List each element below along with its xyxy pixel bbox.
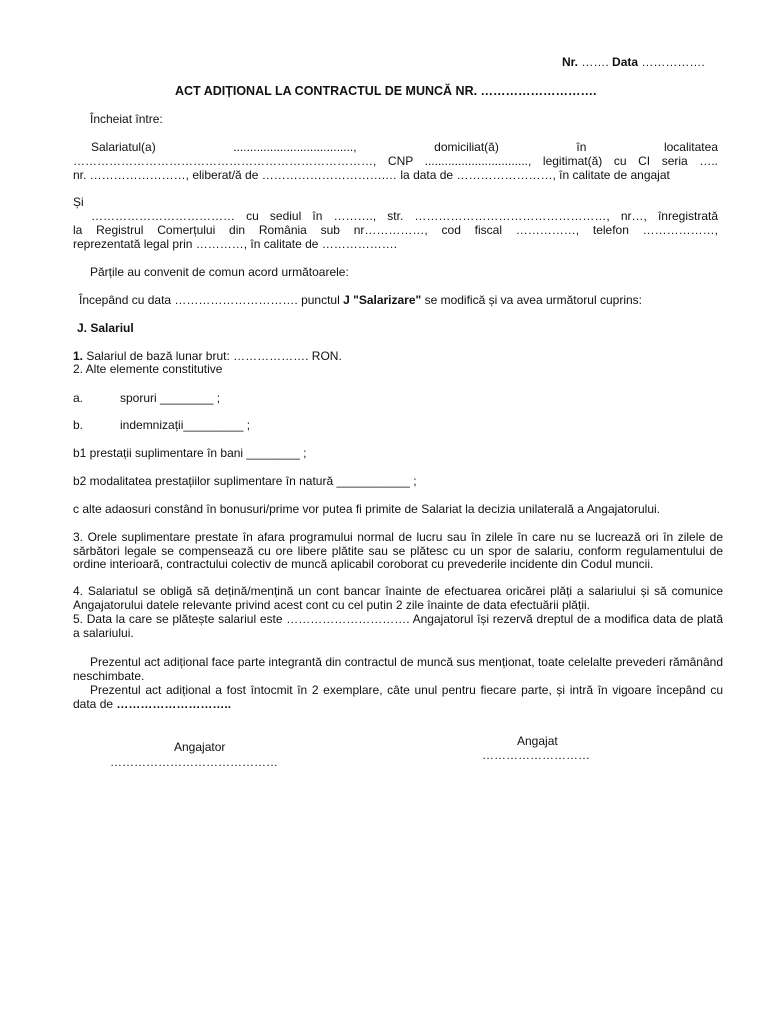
item-b2: b2 modalitatea prestațiilor suplimentare în natură ___________ ; — [73, 474, 417, 488]
clause-4: 4. Salariatul se obligă să dețină/mențină un cont bancar înainte de efectuarea oricărei plăți a salariului și să comunice Angajatorului datele relevante privind acest cont cu cel putin 2 zile înainte de data efectuării plății. — [73, 584, 723, 612]
intro-text: Încheiat între: — [90, 112, 163, 126]
employee-signature-line: ……………………… — [482, 748, 590, 762]
employer-signature-label: Angajator — [174, 740, 226, 754]
nr-label: Nr. — [562, 55, 579, 69]
clause-5: 5. Data la care se plătește salariul este …………………………. Angajatorul își rezervă dreptul de a modifica data de plată a salariului. — [73, 612, 723, 640]
employer-line: la Registrul Comerțului din România sub nr……………, cod fiscal ……………, telefon ………………, — [73, 223, 718, 237]
starting-date-line — [79, 293, 642, 307]
closing-paragraph-2 — [73, 684, 723, 711]
employee-block — [73, 140, 718, 182]
employer-line: reprezentată legal prin …………, în calitate de ………………. — [73, 237, 398, 251]
item-b-text: indemnizații_________ ; — [120, 418, 251, 432]
employer-line: ……………………………… cu sediul în ………., str. …………………………………………, nr…, înregistrată — [91, 209, 718, 223]
section-heading: J. Salariul — [77, 321, 134, 335]
employer-signature-line: …………………………………… — [110, 755, 278, 769]
item-a-text: sporuri ________ ; — [120, 391, 221, 405]
item-1-number: 1. — [73, 349, 84, 363]
starting-prefix: Începând cu data …………………………. punctul — [79, 293, 340, 307]
document-number-date — [562, 55, 705, 69]
data-blank: ……………. — [641, 55, 705, 69]
employee-line: nr. ……………………, eliberat/ă de ………………………….… la data de ……………………, în calitate de angajat — [73, 168, 670, 182]
starting-point-name: J "Salarizare" — [343, 293, 422, 307]
document-title: ACT ADIȚIONAL LA CONTRACTUL DE MUNCĂ NR. ………………………. — [175, 84, 597, 98]
si-conjunction: Și — [73, 195, 84, 209]
item-c: c alte adaosuri constând în bonusuri/prime vor putea fi primite de Salariat la decizia unilaterală a Angajatorului. — [73, 502, 661, 516]
employer-block — [73, 209, 718, 251]
data-label: Data — [612, 55, 639, 69]
item-a-label: a. — [73, 391, 84, 405]
item-2: 2. Alte elemente constitutive — [73, 362, 223, 376]
employee-line: …………………………………………………………………, CNP ..............................., legitimat(ă) cu CI seria ….. — [73, 154, 718, 168]
agreement-text: Părțile au convenit de comun acord următoarele: — [90, 265, 349, 279]
employee-line: Salariatul(a) ...................................., domiciliat(ă) în localitatea — [91, 140, 718, 154]
item-1-text: Salariul de bază lunar brut: ………………. RON. — [86, 349, 342, 363]
closing-paragraph-1: Prezentul act adițional face parte integrantă din contractul de muncă sus menționat, toate celelalte prevederi rămânând neschimbate. — [73, 655, 723, 683]
item-b1: b1 prestații suplimentare în bani ________ ; — [73, 446, 307, 460]
clause-3: 3. Orele suplimentare prestate în afara programului normal de lucru sau în zilele în care nu se lucrează ori în zilele de sărbători legale se compensează cu ore libere plătite sau se plătesc cu un spor de salariu, conform regulamentului de ordine interioară, contractului colectiv de muncă aplicabil coroborat cu prevederile incidente din Codul muncii. — [73, 530, 723, 571]
nr-blank: ……. — [581, 55, 613, 69]
item-1 — [73, 349, 342, 363]
starting-suffix: se modifică și va avea următorul cuprins: — [424, 293, 642, 307]
employee-signature-label: Angajat — [517, 734, 558, 748]
closing-paragraph-2-text: Prezentul act adițional a fost întocmit în 2 exemplare, câte unul pentru fiecare parte, și intră în vigoare începând cu data de — [73, 683, 723, 711]
item-b-label: b. — [73, 418, 84, 432]
effective-date-blank: ……………………….. — [116, 696, 232, 711]
